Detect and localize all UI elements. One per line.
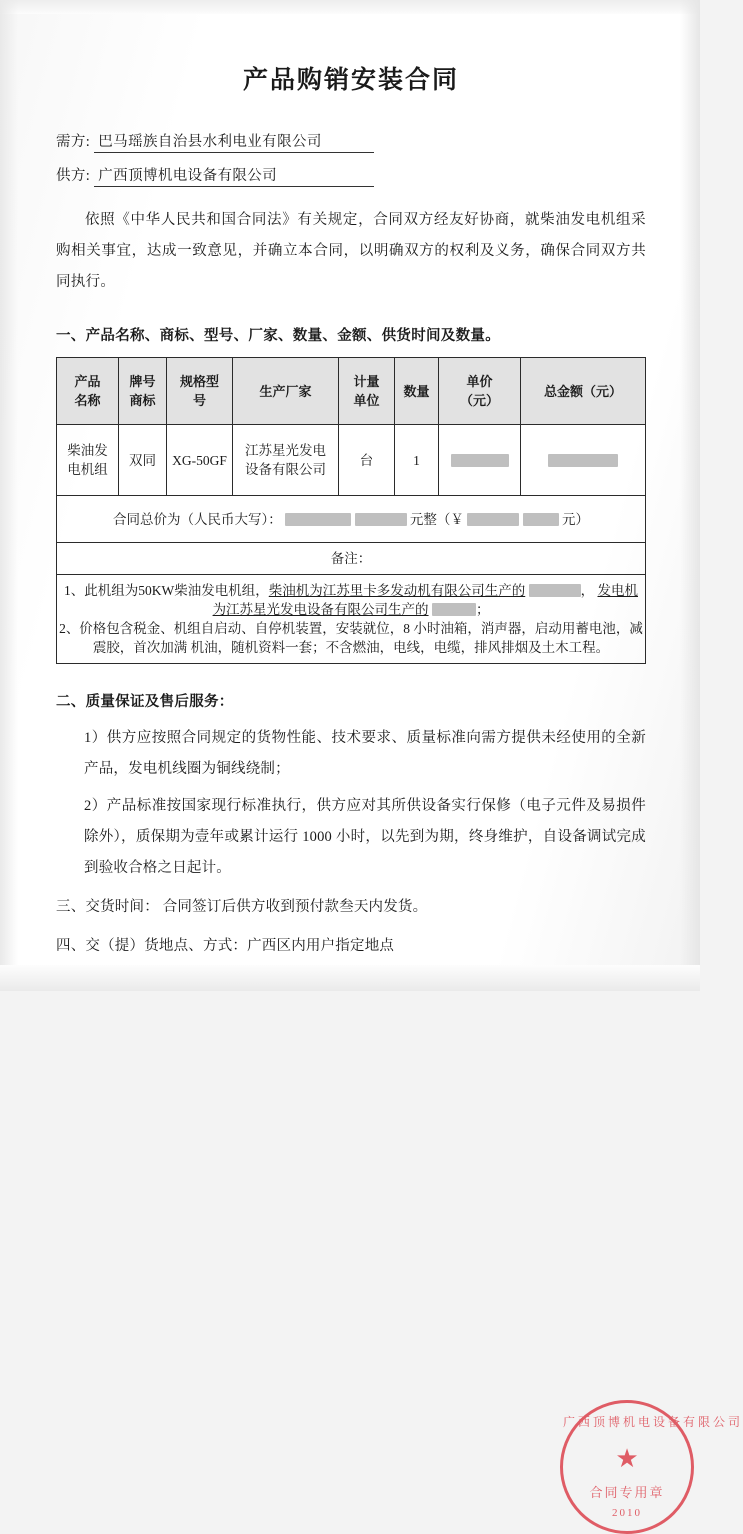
redaction-block	[529, 584, 581, 597]
cell-unit-price-redacted	[439, 425, 521, 496]
party-row-buyer	[56, 130, 646, 153]
cell-contract-total	[57, 496, 646, 543]
cell-qty: 1	[395, 425, 439, 496]
redaction-block	[548, 454, 618, 467]
table-col-manufacturer: 生产厂家	[233, 358, 339, 425]
cell-model: XG-50GF	[167, 425, 233, 496]
company-seal-icon	[560, 1400, 743, 1534]
table-col-brand: 牌号 商标	[119, 358, 167, 425]
section-two-item-2: 2）产品标准按国家现行标准执行，供方应对其所供设备实行保修（电子元件及易损件除外），质保期为壹年或累计运行 1000 小时，以先到为期，终身维护，自设备调试完成到验收合格之日起计。	[84, 798, 646, 876]
section-two-heading: 二、质量保证及售后服务：	[56, 694, 234, 710]
table-row-remark-title	[57, 543, 646, 575]
page-edge-bottom	[0, 965, 700, 991]
cell-remark-title: 备注：	[57, 543, 646, 575]
page-edge-left	[0, 0, 18, 991]
table-col-name: 产品 名称	[57, 358, 119, 425]
party-value-buyer: 巴马瑶族自治县水利电业有限公司	[94, 130, 374, 153]
total-label-suffix: 元）	[562, 511, 589, 527]
seal-arc-top-text: 广西顶博机电设备有限公司	[563, 1415, 743, 1429]
redaction-block	[523, 513, 559, 526]
party-label-buyer: 需方:	[56, 134, 91, 150]
cell-brand: 双同	[119, 425, 167, 496]
table-col-unit: 计量 单位	[339, 358, 395, 425]
table-row-total	[57, 496, 646, 543]
section-two-item-1: 1）供方应按照合同规定的货物性能、技术要求、质量标准向需方提供未经使用的全新产品，发电机线圈为铜线绕制；	[84, 730, 646, 777]
goods-table	[56, 357, 646, 664]
table-col-amount: 总金额（元）	[521, 358, 646, 425]
cell-unit: 台	[339, 425, 395, 496]
party-row-supplier	[56, 164, 646, 187]
total-label-prefix: 合同总价为（人民币大写）：	[113, 511, 282, 527]
cell-product-name: 柴油发 电机组	[57, 425, 119, 496]
company-seal-container	[563, 700, 743, 1519]
seal-star-icon: ★	[615, 1444, 639, 1474]
party-label-supplier: 供方:	[56, 168, 91, 184]
page-edge-right	[680, 0, 700, 991]
preamble-paragraph: 依照《中华人民共和国合同法》有关规定，合同双方经友好协商，就柴油发电机组采购相关事宜，达成一致意见，并确立本合同，以明确双方的权利及义务，确保合同双方共同执行。	[56, 212, 646, 290]
table-header-row	[57, 358, 646, 425]
cell-manufacturer: 江苏星光发电 设备有限公司	[233, 425, 339, 496]
party-value-supplier: 广西顶博机电设备有限公司	[94, 164, 374, 187]
document-body	[56, 60, 646, 962]
cell-remark-body	[57, 575, 646, 664]
remark-item-2: 2、价格包含税金、机组自启动、自停机装置，安装就位，8 小时油箱，消声器，启动用蓄电池，减震胶，首次加满 机油，随机资料一套；不含燃油，电线，电缆，排风排烟及土木工程。	[59, 621, 643, 655]
total-label-mid: 元整（￥	[409, 511, 464, 527]
redaction-block	[467, 513, 519, 526]
page-title: 产品购销安装合同	[242, 67, 459, 94]
table-col-qty: 数量	[395, 358, 439, 425]
table-row	[57, 425, 646, 496]
seal-mid-text: 合同专用章	[589, 1485, 665, 1501]
table-col-model: 规格型 号	[167, 358, 233, 425]
page-edge-top	[0, 0, 700, 14]
redaction-block	[432, 603, 476, 616]
section-one-heading: 一、产品名称、商标、型号、厂家、数量、金额、供货时间及数量。	[56, 328, 500, 344]
table-row-remark-body	[57, 575, 646, 664]
seal-arc-bottom-text: 2010	[612, 1507, 642, 1519]
redaction-block	[451, 454, 509, 467]
section-three: 三、交货时间： 合同签订后供方收到预付款叁天内发货。	[56, 899, 428, 915]
section-four: 四、交（提）货地点、方式：广西区内用户指定地点	[56, 938, 395, 954]
remark-item-1: 1、此机组为50KW柴油发电机组，柴油机为江苏里卡多发动机有限公司生产的 ， 发电机为江苏星光发电设备有限公司生产的 ；	[64, 583, 638, 617]
table-col-unit-price: 单价 （元）	[439, 358, 521, 425]
redaction-block	[285, 513, 351, 526]
redaction-block	[355, 513, 407, 526]
cell-amount-redacted	[521, 425, 646, 496]
